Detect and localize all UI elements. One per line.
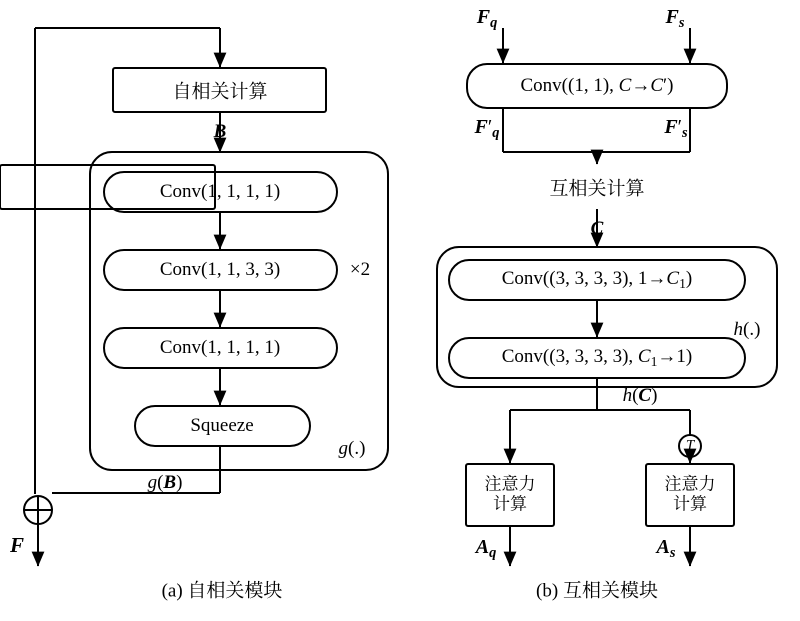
panel-a-b-label: B [213, 121, 227, 142]
panel-b-h-group-label: h(.) [733, 319, 761, 340]
panel-b-c-label: C [590, 218, 604, 239]
panel-b-h-block-2-label: Conv((3, 3, 3, 3), $C_1\to 1$) [501, 346, 693, 369]
panel-b-hc-label: h(C) [622, 385, 658, 406]
panel-a-group-label: g(.) [338, 438, 366, 459]
panel-a-input-label: F [10, 533, 25, 557]
panel-b-h-block-1-label: Conv((3, 3, 3, 3), $1\to C_1$) [501, 268, 693, 291]
panel-b-input-q-label: $F_q$ [476, 5, 498, 32]
panel-b-caption: (b) 互相关模块 [536, 580, 658, 602]
panel-a-output-label: g(B) [147, 472, 183, 493]
panel-a-repeat-label: ×2 [349, 259, 371, 280]
attention-left-label: 注意力 计算 [484, 474, 536, 515]
panel-b-output-as-label: $A_s$ [656, 535, 676, 562]
panel-b-out-s-label: $F'_s$ [664, 115, 688, 142]
attention-right-label: 注意力 计算 [664, 474, 716, 515]
panel-a-graphics [24, 28, 388, 566]
panel-b-conv-top-label: Conv((1, 1), C→C′) [520, 75, 674, 96]
panel-b-output-aq-label: $A_q$ [475, 535, 497, 562]
panel-a-block-1-label: Conv(1, 1, 1, 1) [159, 181, 281, 202]
panel-b-out-q-label: $F'_q$ [474, 115, 500, 142]
transpose-symbol-label: T [685, 437, 695, 454]
panel-a-caption: (a) 自相关模块 [161, 580, 283, 602]
panel-a-block-4-label: Squeeze [190, 415, 254, 436]
panel-a-block-3-label: Conv(1, 1, 1, 1) [159, 337, 281, 358]
panel-b-input-s-label: $F_s$ [665, 5, 685, 32]
crosscorrelation-box-label: 互相关计算 [549, 177, 645, 200]
panel-a-block-2-label: Conv(1, 1, 3, 3) [159, 259, 281, 280]
autocorrelation-box-label: 自相关计算 [172, 80, 268, 103]
